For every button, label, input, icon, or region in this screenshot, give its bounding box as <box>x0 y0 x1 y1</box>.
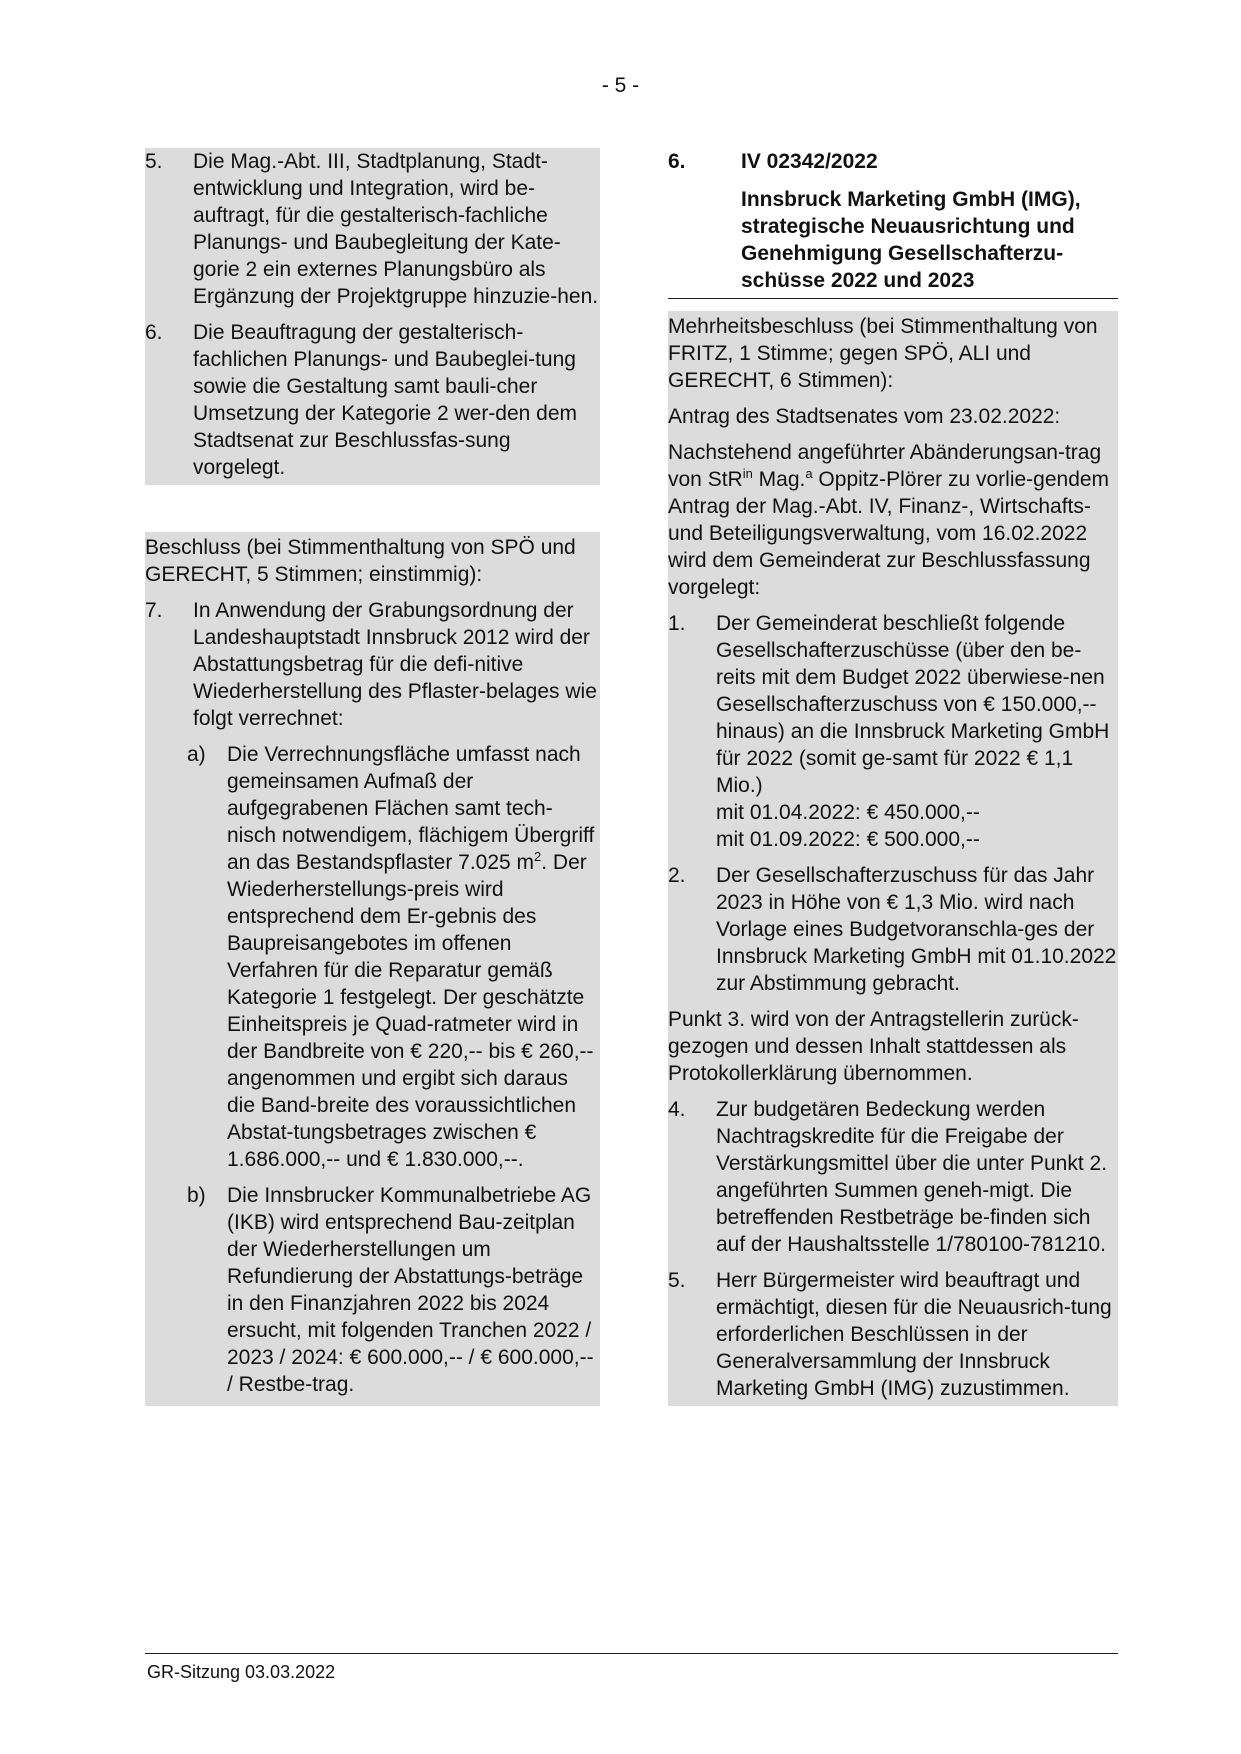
page-number: - 5 - <box>601 74 640 97</box>
mehrheitsbeschluss-text: Mehrheitsbeschluss (bei Stimmenthaltung von FRITZ, 1 Stimme; gegen SPÖ, ALI und GERECHT, 6 Stimmen): <box>668 315 1098 392</box>
footer-text: GR-Sitzung 03.03.2022 <box>147 1662 336 1682</box>
item-text: Die Mag.-Abt. III, Stadtplanung, Stadt-entwicklung und Integration, wird be-auftragt, für die gestalterisch-fachliche Planungs- und Baubegleitung der Kate-gorie 2 ein externes Planungsbüro als Ergänzung der Projektgruppe hinzuzie-hen. <box>193 150 599 308</box>
item-number: 4. <box>668 1098 686 1121</box>
item-number: 7. <box>145 599 163 622</box>
list-item-7 <box>145 597 600 732</box>
agenda-number: 6. <box>668 150 686 173</box>
sub-item-letter: b) <box>187 1184 206 1207</box>
right-column <box>668 148 1118 1406</box>
list-item-5-right <box>668 1267 1118 1402</box>
item-text: Der Gesellschafterzuschuss für das Jahr 2023 in Höhe von € 1,3 Mio. wird nach Vorlage eines Budgetvoranschla-ges der Innsbruck Marketing GmbH mit 01.10.2022 zur Abstimmung gebracht. <box>716 864 1117 995</box>
agenda-title: Innsbruck Marketing GmbH (IMG), strategische Neuausrichtung und Genehmigung Gesellschafterzu-schüsse 2022 und 2023 <box>741 188 1081 292</box>
list-item-4 <box>668 1096 1118 1258</box>
item-number: 2. <box>668 864 686 887</box>
highlight-block-items-5-6 <box>145 148 600 485</box>
sub-item-text: Die Innsbrucker Kommunalbetriebe AG (IKB) wird entsprechend Bau-zeitplan der Wiederherstellungen um Refundierung der Abstattungs-beträge in den Finanzjahren 2022 bis 2024 ersucht, mit folgenden Tranchen 2022 / 2023 / 2024: € 600.000,-- / € 600.000,-- / Restbe-trag. <box>227 1184 594 1396</box>
antrag-text: Antrag des Stadtsenates vom 23.02.2022: <box>668 405 1061 428</box>
punkt3-text: Punkt 3. wird von der Antragstellerin zurück-gezogen und dessen Inhalt stattdessen als Protokollerklärung übernommen. <box>668 1008 1079 1085</box>
highlight-block-beschluss <box>145 532 600 1406</box>
item-number: 1. <box>668 612 686 635</box>
item-number: 5. <box>145 150 163 173</box>
agenda-heading <box>668 148 1118 175</box>
sub-item-text: Die Verrechnungsfläche umfasst nach gemeinsamen Aufmaß der aufgegrabenen Flächen samt tech-nisch notwendigem, flächigem Übergriff an das Bestandspflaster 7.025 $m^2$. Der Wiederherstellungs-preis wird entsprechend dem Er-gebnis des Baupreisangebotes im offenen Verfahren für die Reparatur gemäß Kategorie 1 festgelegt. Der geschätzte Einheitspreis je Quad-ratmeter wird in der Bandbreite von € 220,-- bis € 260,-- angenommen und ergibt sich daraus die Band-breite des voraussichtlichen Abstat-tungsbetrages zwischen € 1.686.000,-- und € 1.830.000,--. <box>227 743 595 1171</box>
item-text: In Anwendung der Grabungsordnung der Landeshauptstadt Innsbruck 2012 wird der Abstattungsbetrag für die defi-nitive Wiederherstellung des Pflaster-belages wie folgt verrechnet: <box>193 599 597 730</box>
item-number: 5. <box>668 1269 686 1292</box>
list-item-5 <box>145 148 600 310</box>
nachstehend-text: Nachstehend angeführter Abänderungsan-trag von StR$^{in}$ Mag.$^a$ Oppitz-Plörer zu vorlie-gendem Antrag der Mag.-Abt. IV, Finanz-, Wirtschafts- und Beteiligungsverwaltung, vom 16.02.2022 wird dem Gemeinderat zur Beschlussfassung vorgelegt: <box>668 441 1110 599</box>
sub-item-b <box>187 1182 600 1398</box>
item-text: Die Beauftragung der gestalterisch-fachlichen Planungs- und Baubeglei-tung sowie die Gestaltung samt bauli-cher Umsetzung der Kategorie 2 wer-den dem Stadtsenat zur Beschlussfas-sung vorgelegt. <box>193 321 578 479</box>
heading-divider <box>668 298 1118 299</box>
list-item-1 <box>668 610 1118 853</box>
agenda-reference: IV 02342/2022 <box>741 150 878 173</box>
sub-item-a <box>187 741 600 1173</box>
item-text: Der Gemeinderat beschließt folgende Gesellschafterzuschüsse (über den be-reits mit dem Budget 2022 überwiese-nen Gesellschafterzuschuss von € 150.000,-- hinaus) an die Innsbruck Marketing GmbH für 2022 (somit ge-samt für 2022 € 1,1 Mio.) mit 01.04.2022: € 450.000,-- mit 01.09.2022: € 500.000,-- <box>716 612 1110 851</box>
left-column <box>145 148 600 1406</box>
item-text: Herr Bürgermeister wird beauftragt und ermächtigt, diesen für die Neuausrich-tung erforderlichen Beschlüssen in der Generalversammlung der Innsbruck Marketing GmbH (IMG) zuzustimmen. <box>716 1269 1112 1400</box>
highlight-block-resolution <box>668 311 1118 1406</box>
list-item-2 <box>668 862 1118 997</box>
item-text: Zur budgetären Bedeckung werden Nachtragskredite für die Freigabe der Verstärkungsmittel über die unter Punkt 2. angeführten Summen geneh-migt. Die betreffenden Restbeträge be-finden sich auf der Haushaltsstelle 1/780100-781210. <box>716 1098 1108 1256</box>
beschluss-text: Beschluss (bei Stimmenthaltung von SPÖ und GERECHT, 5 Stimmen; einstimmig): <box>145 536 576 586</box>
footer-divider <box>145 1653 1118 1654</box>
item-number: 6. <box>145 321 163 344</box>
list-item-6 <box>145 319 600 481</box>
sub-item-letter: a) <box>187 743 206 766</box>
